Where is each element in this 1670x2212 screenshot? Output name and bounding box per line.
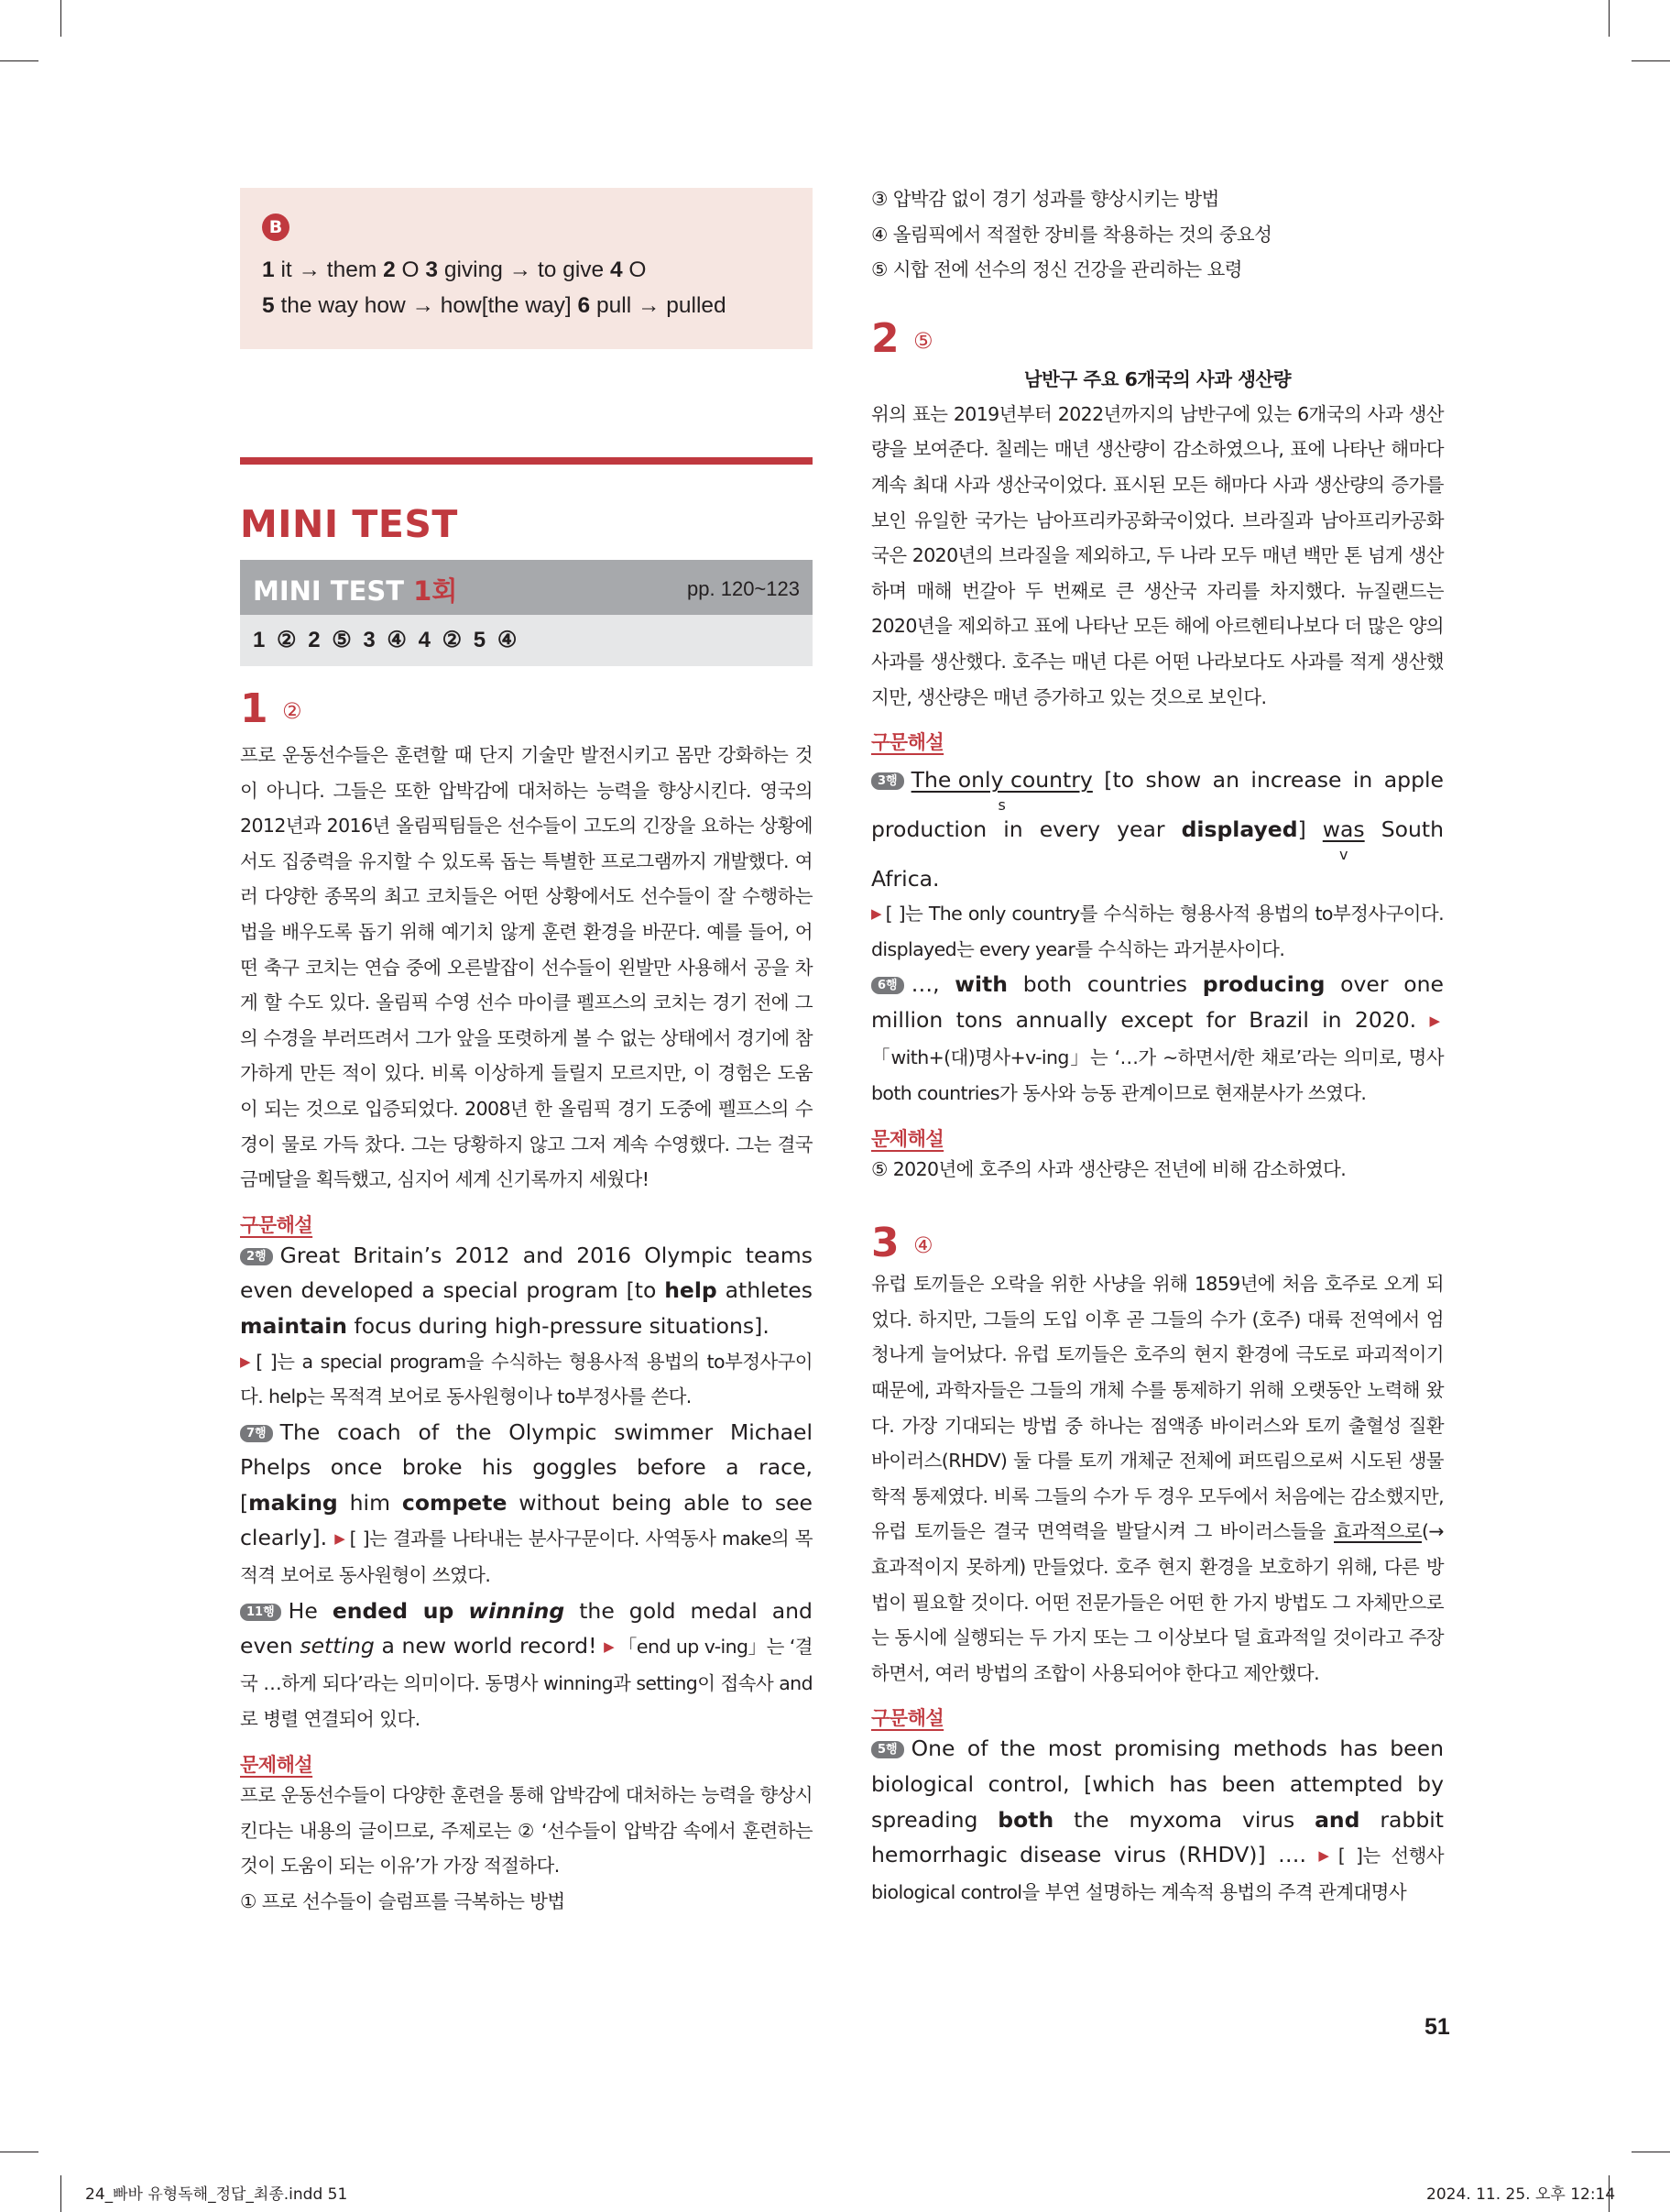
q1-option-3: ③ 압박감 없이 경기 성과를 향상시키는 방법 [871, 188, 1219, 210]
footer-timestamp: 2024. 11. 25. 오후 12:14 [1426, 2185, 1616, 2204]
crop-mark [1609, 0, 1610, 37]
question-1-heading: 1 ② [240, 685, 302, 732]
question-1-block [240, 685, 813, 1919]
question-2-heading: 2 ⑤ [871, 314, 933, 362]
page-number: 51 [1424, 2014, 1450, 2040]
q2-syntax-1: 3행 The only country s [to show an increase in apple production in every year displayed] was v South Africa. [871, 767, 1444, 892]
q2-syntax-2: 6행 …, with both countries producing over one million tons annually except for Brazil in 2020. ▶「with+(대)명사+v-ing」는 ‘…가 ~하면서/한 채로’라는 의미로, 명사 both countries가 동사와 능동 관계이므로 현재분사가 쓰였다. [871, 971, 1444, 1105]
test-header-bar [240, 560, 813, 615]
q1-syntax-1: 2행 Great Britain’s 2012 and 2016 Olympic teams even developed a special program [to help athletes maintain focus during high-pressure situations]. [240, 1242, 813, 1339]
crop-mark [0, 60, 38, 61]
q1-translation: 프로 운동선수들은 훈련할 때 단지 기술만 발전시키고 몸만 강화하는 것이 아니다. 그들은 또한 압박감에 대처하는 능력을 향상시킨다. 영국의 2012년과 2016년 올림픽팀들은 선수들이 고도의 긴장을 요하는 상황에서도 집중력을 유지할 수 있도록 돕는 특별한 프로그램까지 개발했다. 여러 다양한 종목의 최고 코치들은 어떤 상황에서도 선수들이 잘 수행하는 법을 배우도록 돕기 위해 예기치 않게 훈련 환경을 바꾼다. 예를 들어, 어떤 축구 코치는 연습 중에 오른발잡이 선수들이 왼발만 사용해서 공을 차게 할 수도 있다. 올림픽 수영 선수 마이클 펠프스의 코치는 경기 전에 그의 수경을 부러뜨려서 그가 앞을 또렷하게 볼 수 없는 상태에서 경기에 참가하게 만든 적이 있다. 비록 이상하게 들릴지 모르지만, 이 경험은 도움이 되는 것으로 입증되었다. 2008년 한 올림픽 경기 도중에 펠프스의 수경이 물로 가득 찼다. 그는 당황하지 않고 그저 계속 수영했다. 그는 결국 금메달을 획득했고, 심지어 세계 신기록까지 세웠다! [240, 744, 813, 1191]
q2-syntax-heading: 구문해설 [871, 731, 944, 754]
q1-option-4: ④ 올림픽에서 적절한 장비를 착용하는 것의 중요성 [871, 223, 1272, 246]
section-divider [240, 457, 813, 465]
crop-mark [60, 0, 61, 37]
q2-problem-heading: 문제해설 [871, 1127, 944, 1150]
q1-syntax-heading: 구문해설 [240, 1213, 313, 1236]
footer-filename: 24_빠바 유형독해_정답_최종.indd 51 [85, 2185, 348, 2204]
question-3-heading: 3 ④ [871, 1220, 933, 1267]
q3-syntax-1: 5행 One of the most promising methods has been biological control, [which has been attempted by spreading both the myxoma virus and rabbit hemorrhagic disease virus (RHDV)] …. ▶ [ ]는 선행사 biological control을 부연 설명하는 계속적 용법의 주격 관계대명사 [871, 1736, 1444, 1903]
right-column [871, 181, 1444, 1910]
q2-problem: ⑤ 2020년에 호주의 사과 생산량은 전년에 비해 감소하였다. [871, 1157, 1347, 1180]
q1-syntax-3: 11행 He ended up winning the gold medal and even setting a new world record! ▶ 「end up v-ing」는 ‘결국 …하게 되다’라는 의미이다. 동명사 winning과 setting이 접속사 and로 병렬 연결되어 있다. [240, 1597, 813, 1731]
q2-table-title: 남반구 주요 6개국의 사과 생산량 [1023, 367, 1292, 390]
left-column [240, 188, 813, 349]
q1-option-1: ① 프로 선수들이 슬럼프를 극복하는 방법 [240, 1889, 565, 1912]
q1-syntax-2: 7행 The coach of the Olympic swimmer Michael Phelps once broke his goggles before a race, [making him compete without being able to see clearly]. ▶ [ ]는 결과를 나타내는 분사구문이다. 사역동사 make의 목적격 보어로 동사원형이 쓰였다. [240, 1418, 813, 1587]
q3-syntax-heading: 구문해설 [871, 1707, 944, 1730]
q1-problem-heading: 문제해설 [240, 1754, 313, 1777]
answer-line-2: 5 the way how → how[the way] 6 pull → pulled [262, 293, 726, 318]
answer-box-b [240, 188, 813, 349]
q2-syntax-1-note: ▶ [ ]는 The only country를 수식하는 형용사적 용법의 to부정사구이다. displayed는 every year를 수식하는 과거분사이다. [871, 903, 1445, 960]
q1-problem: 프로 운동선수들이 다양한 훈련을 통해 압박감에 대처하는 능력을 향상시킨다는 내용의 글이므로, 주제로는 ② ‘선수들이 압박감 속에서 훈련하는 것이 도움이 되는 이유’가 가장 적절하다. [240, 1784, 813, 1878]
crop-mark [60, 2175, 61, 2212]
q2-translation: 위의 표는 2019년부터 2022년까지의 남반구에 있는 6개국의 사과 생산량을 보여준다. 칠레는 매년 생산량이 감소하였으나, 표에 나타난 해마다 계속 최대 사과 생산국이었다. 표시된 모든 해마다 사과 생산량의 증가를 보인 유일한 국가는 남아프리카공화국이었다. 브라질과 남아프리카공화국은 2020년의 브라질을 제외하고, 두 나라 모두 매년 백만 톤 넘게 생산하며 매해 번갈아 두 번째로 큰 생산국 자리를 차지했다. 뉴질랜드는 2020년을 제외하고 표에 나타난 모든 해에 아르헨티나보다 더 많은 양의 사과를 생산했다. 호주는 매년 다른 어떤 나라보다도 사과를 적게 생산했지만, 생산량은 매년 증가하고 있는 것으로 보인다. [871, 402, 1444, 708]
q1-option-5: ⑤ 시합 전에 선수의 정신 건강을 관리하는 요령 [871, 258, 1242, 281]
crop-mark [1632, 60, 1670, 61]
answer-key: 1 ② 2 ⑤ 3 ④ 4 ② 5 ④ [240, 615, 813, 666]
answer-line-1: 1 it → them 2 O 3 giving → to give 4 O [262, 257, 647, 282]
section-title: MINI TEST [240, 502, 458, 546]
page-range: pp. 120~123 [687, 577, 800, 600]
q1-syntax-1-note: ▶ [ ]는 a special program을 수식하는 형용사적 용법의 to부정사구이다. help는 목적격 보어로 동사원형이나 to부정사를 쓴다. [240, 1350, 813, 1408]
q3-translation: 유럽 토끼들은 오락을 위한 사냥을 위해 1859년에 처음 호주로 오게 되었다. 하지만, 그들의 도입 이후 곧 그들의 수가 (호주) 대륙 전역에서 엄청나게 늘어났다. 유럽 토끼들은 호주의 현지 환경에 극도로 파괴적이기 때문에, 과학자들은 그들의 개체 수를 통제하기 위해 오랫동안 노력해 왔다. 가장 기대되는 방법 중 하나는 점액종 바이러스와 토끼 출혈성 질환 바이러스(RHDV) 둘 다를 토끼 개체군 전체에 퍼뜨림으로써 시도된 생물학적 통제였다. 비록 그들의 수가 두 경우 모두에서 처음에는 감소했지만, 유럽 토끼들은 결국 면역력을 발달시켜 그 바이러스들을 효과적으로(→ 효과적이지 못하게) 만들었다. 호주 현지 환경을 보호하기 위해, 다른 방법이 필요할 것이다. 어떤 전문가들은 어떤 한 가지 방법도 그 자체만으로는 동시에 실행되는 두 가지 또는 그 이상보다 덜 효과적일 것이라고 주장하면서, 여러 방법의 조합이 사용되어야 한다고 제안했다. [871, 1273, 1444, 1684]
test-title: MINI TEST 1회 [253, 575, 458, 607]
section-b-badge: B [262, 214, 289, 241]
